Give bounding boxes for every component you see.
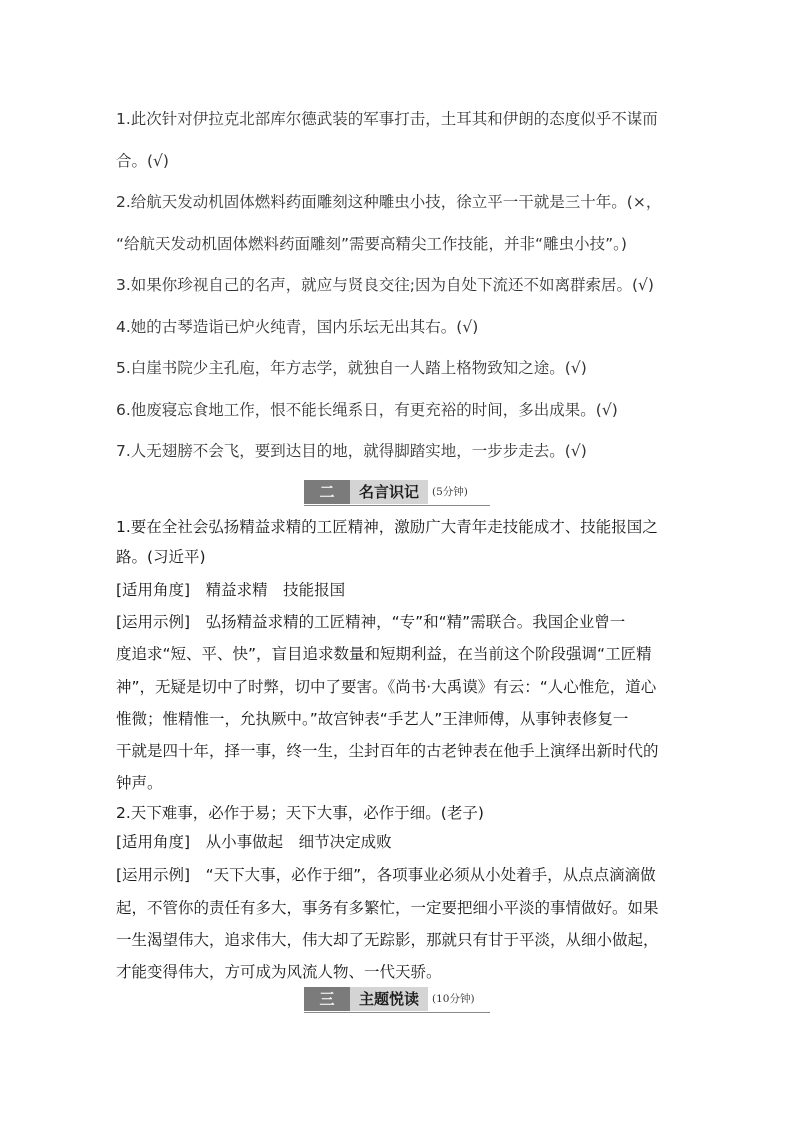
quote-2-line-1: 2.天下难事，必作于易；天下大事，必作于细。(老子)	[116, 804, 484, 822]
section-underline	[304, 505, 490, 507]
quote-1-example-line-1: [运用示例] 弘扬精益求精的工匠精神，“专”和“精”需联合。我国企业曾一	[116, 613, 626, 631]
quote-2-example-line-1: [运用示例] “天下大事，必作于细”，各项事业必须从小处着手，从点点滴滴做	[116, 866, 656, 884]
section-time: (10分钟)	[432, 993, 475, 1005]
judgment-item-2-line-1: 2.给航天发动机固体燃料药面雕刻这种雕虫小技，徐立平一干就是三十年。(×，	[116, 193, 662, 211]
judgment-item-1-line-1: 1.此次针对伊拉克北部库尔德武装的军事打击，土耳其和伊朗的态度似乎不谋而	[116, 110, 658, 128]
section-title: 名言识记	[350, 480, 428, 504]
judgment-item-6: 6.他废寝忘食地工作，恨不能长绳系日，有更充裕的时间，多出成果。(√)	[116, 401, 618, 419]
quote-1-example-line-2: 度追求“短、平、快”，盲目追求数量和短期利益，在当前这个阶段强调“工匠精	[116, 645, 652, 663]
judgment-item-3: 3.如果你珍视自己的名声，就应与贤良交往;因为自处下流还不如离群索居。(√)	[116, 276, 654, 294]
judgment-item-4: 4.她的古琴造诣已炉火纯青，国内乐坛无出其右。(√)	[116, 318, 479, 336]
section-heading-quotes	[304, 480, 490, 506]
quote-2-example-line-2: 起，不管你的责任有多大，事务有多繁忙，一定要把细小平淡的事情做好。如果	[116, 899, 659, 917]
section-title: 主题悦读	[350, 987, 428, 1011]
section-underline	[304, 1012, 490, 1014]
quote-1-line-1: 1.要在全社会弘扬精益求精的工匠精神，激励广大青年走技能成才、技能报国之	[116, 518, 658, 536]
judgment-item-5: 5.白崖书院少主孔庖，年方志学，就独自一人踏上格物致知之途。(√)	[116, 359, 587, 377]
quote-2-example-line-4: 才能变得伟大，方可成为风流人物、一代天骄。	[116, 963, 442, 981]
judgment-item-1-line-2: 合。(√)	[116, 152, 169, 170]
quote-1-example-line-6: 钟声。	[116, 774, 163, 792]
section-number: 二	[304, 480, 350, 504]
judgment-item-2-line-2: “给航天发动机固体燃料药面雕刻”需要高精尖工作技能，并非“雕虫小技”。)	[116, 235, 627, 253]
section-time: (5分钟)	[432, 486, 468, 498]
judgment-item-7: 7.人无翅膀不会飞，要到达目的地，就得脚踏实地，一步步走去。(√)	[116, 442, 587, 460]
section-number: 三	[304, 987, 350, 1011]
quote-2-example-line-3: 一生渴望伟大，追求伟大，伟大却了无踪影，那就只有甘于平淡，从细小做起，	[116, 931, 659, 949]
quote-2-angle: [适用角度] 从小事做起 细节决定成败	[116, 833, 392, 851]
quote-1-example-line-5: 干就是四十年，择一事，终一生，尘封百年的古老钟表在他手上演绎出新时代的	[116, 742, 659, 760]
quote-1-example-line-4: 惟微；惟精惟一，允执厥中。”故宫钟表“手艺人”王津师傅，从事钟表修复一	[116, 710, 629, 728]
quote-1-line-2: 路。(习近平)	[116, 548, 206, 566]
section-heading-theme-reading	[304, 987, 490, 1013]
quote-1-angle: [适用角度] 精益求精 技能报国	[116, 581, 346, 599]
quote-1-example-line-3: 神”，无疑是切中了时弊，切中了要害。《尚书·大禹谟》有云：“人心惟危，道心	[116, 678, 657, 696]
